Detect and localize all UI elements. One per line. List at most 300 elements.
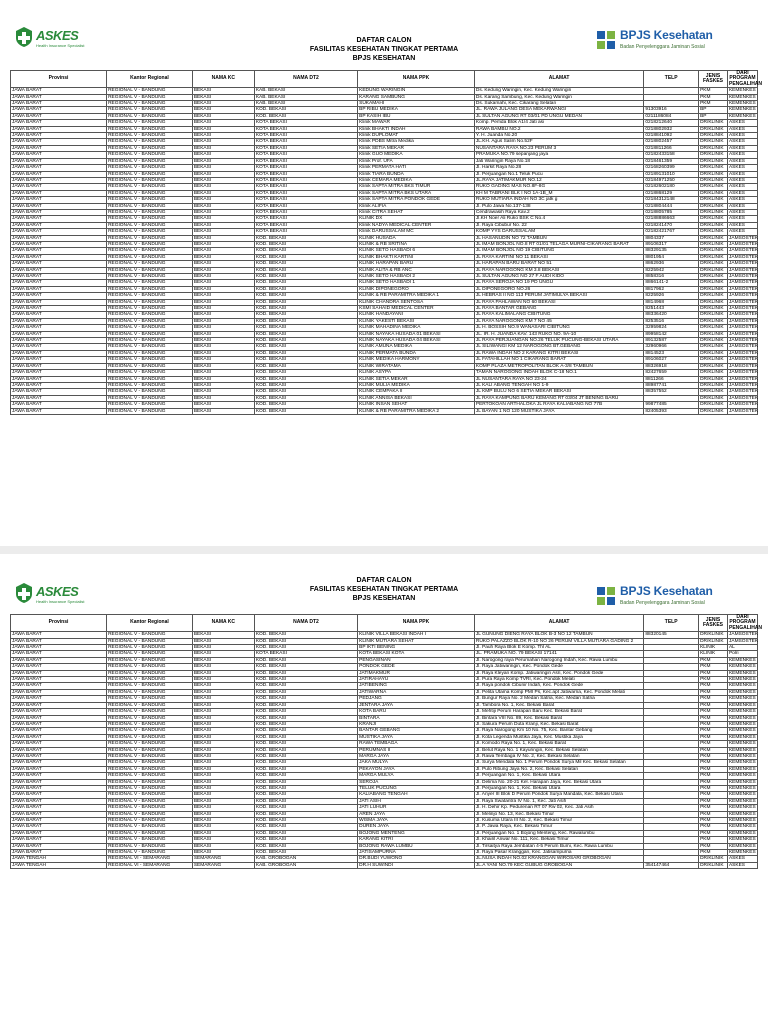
column-header: NAMA PPK (358, 71, 475, 88)
table-cell: REGIONAL V - BANDUNG (107, 88, 193, 94)
table-cell: JAMSOSTEK (728, 370, 759, 376)
table-cell: JATIBENING (358, 683, 475, 689)
table-cell: DR/KLINIK (699, 357, 728, 363)
table-cell: KEMENKES (728, 747, 756, 753)
table-cell: REGIONAL V - BANDUNG (107, 158, 193, 164)
table-cell: Jl. Sakura Perum Duta Kranji, Kec. Bekasi Barat (474, 721, 643, 727)
table-cell: Jl. Tirsaitya Raya Jembatan 4-5 Perum Bumi, Kec. Rawa Lumbu (474, 843, 643, 849)
table-cell: 8253516 (644, 318, 699, 324)
title-line: DAFTAR CALON (356, 37, 412, 44)
table-cell: KOD. BEKASI (254, 715, 357, 721)
table-cell: KOD. BEKASI (254, 402, 357, 408)
table-cell: PKM (699, 830, 728, 836)
table-cell: KOD. BEKASI (254, 274, 357, 280)
column-header: Provinsi (11, 615, 107, 632)
table-cell: PKM (699, 721, 728, 727)
title-line: BPJS KESEHATAN (352, 595, 416, 602)
table-row (11, 286, 758, 292)
table-cell: PKM (699, 779, 728, 785)
table-cell: BEKASI (192, 318, 254, 324)
table-cell: BEKASI (192, 638, 254, 644)
table-header-row (11, 71, 758, 88)
table-cell: KOD. BEKASI (254, 632, 357, 638)
table-cell: DR/KLINIK (699, 638, 728, 644)
table-cell: JL IMAM BONJOL NO.8 RT 01/01 TELAGA MURNI-CIKARANG BARAT (474, 241, 643, 247)
table-cell: AREN JAYA (358, 811, 475, 817)
table-cell: JAWA BARAT (11, 830, 107, 836)
table-cell: KEMENKES (728, 101, 756, 107)
table-cell: REGIONAL V - BANDUNG (107, 241, 193, 247)
table-cell: RAWA BAMBU NO.2 (474, 126, 643, 132)
table-cell: JATIRAHAYU (358, 677, 475, 683)
table-cell: KOD. BEKASI (254, 683, 357, 689)
table-cell: JAMSOSTEK (728, 261, 759, 267)
table-cell: JAWA BARAT (11, 318, 107, 324)
table-cell: REGIONAL V - BANDUNG (107, 408, 193, 414)
table-cell: KOD. BEKASI (254, 728, 357, 734)
table-cell: REGIONAL V - BANDUNG (107, 792, 193, 798)
table-cell: JAWA BARAT (11, 165, 107, 171)
table-cell: KLINIK SETO HASBADI 1 (358, 280, 475, 286)
table-cell: BEKASI (192, 357, 254, 363)
table-cell: KLINIK VILLA BEKASI INDAH I (358, 632, 475, 638)
table-cell: KOTA BARU (358, 709, 475, 715)
table-cell: BEKASI (192, 408, 254, 414)
column-header: Provinsi (11, 71, 107, 88)
table-cell: REGIONAL V - BANDUNG (107, 677, 193, 683)
table-cell: PKM (699, 670, 728, 676)
table-cell: DR/KLINIK (699, 120, 728, 126)
table-cell: JAWA BARAT (11, 645, 107, 651)
table-cell: 89106317 (644, 241, 699, 247)
table-cell: RUKO GADING MAS NO.8F-8G (474, 184, 643, 190)
table-cell: REGIONAL V - BANDUNG (107, 152, 193, 158)
table-cell: KOTA BEKASI (254, 126, 357, 132)
table-cell: JAWA BARAT (11, 402, 107, 408)
table-cell: KLINIK HANDAYANI (358, 312, 475, 318)
table-cell: KOD. BEKASI (254, 389, 357, 395)
table-cell: KH M TABRANI BLK I NO 1A-1B_M (474, 190, 643, 196)
table-cell: REGIONAL V - BANDUNG (107, 798, 193, 804)
table-cell: KEMENKES (728, 785, 756, 791)
table-cell: JAWA BARAT (11, 177, 107, 183)
table-cell: Klinik DUPLOMAT (358, 133, 475, 139)
table-cell: BEKASI (192, 299, 254, 305)
table-row (11, 235, 758, 241)
table-row (11, 184, 758, 190)
table-cell: Ds. Kedung Waringin, Kec. Kedung Waringin (474, 88, 643, 94)
table-cell: KEMENKES (728, 702, 756, 708)
table-cell: REGIONAL V - BANDUNG (107, 338, 193, 344)
table-row (11, 267, 758, 273)
table-cell: PRAMUKA NO.79 sepanjang jaya (474, 152, 643, 158)
table-cell: REGIONAL V - BANDUNG (107, 760, 193, 766)
table-cell: REGIONAL V - BANDUNG (107, 805, 193, 811)
table-cell: BEKASI (192, 850, 254, 856)
table-cell: PEDJANG (358, 696, 475, 702)
table-cell: DR/KLINIK (699, 254, 728, 260)
table-cell: BEKASI (192, 274, 254, 280)
table-cell: KOD. BEKASI (254, 843, 357, 849)
table-cell: REGIONAL V - BANDUNG (107, 402, 193, 408)
table-cell: REGIONAL V - BANDUNG (107, 363, 193, 369)
table-cell: PKM (699, 843, 728, 849)
table-cell: BEKASI (192, 107, 254, 113)
table-cell: BEKASI (192, 325, 254, 331)
table-row (11, 382, 758, 388)
table-cell: DR/KLINIK (699, 171, 728, 177)
table-cell: REGIONAL V - BANDUNG (107, 325, 193, 331)
table-cell: PENGASINAN (358, 657, 475, 663)
table-cell: REGIONAL V - BANDUNG (107, 843, 193, 849)
table-row (11, 408, 758, 414)
table-cell: KEMENKES (728, 818, 756, 823)
table-cell: DR/KLINIK (699, 338, 728, 344)
table-cell: Jl. Pelita Utama Komp PMI Ps, Kec.apt Jatiwarna, Kec. Pondok Melati (474, 689, 643, 695)
table-cell: JAWA BARAT (11, 382, 107, 388)
table-cell: KOD. BEKASI (254, 792, 357, 798)
table-cell: DR/KLINIK (699, 139, 728, 145)
table-cell: JL RAYA KARTINI NO 11 BEKASI (474, 254, 643, 260)
table-cell: KLINIK CHANDRA SENTOSA (358, 299, 475, 305)
table-cell: JAWA BARAT (11, 209, 107, 215)
table-cell: KLINIK YAKESTI BEKASI (358, 318, 475, 324)
table-cell: JAWA BARAT (11, 267, 107, 273)
table-cell: REGIONAL V - BANDUNG (107, 190, 193, 196)
table-cell: KOTA BEKASI (254, 152, 357, 158)
table-cell: JAMSOSTEK (728, 241, 759, 247)
table-cell: Polri (727, 651, 757, 657)
table-cell: Klinik GUO MEDIKA (358, 152, 475, 158)
table-cell: REGIONAL V - BANDUNG (107, 824, 193, 830)
table-cell: PONDOK GEDE (358, 664, 475, 670)
table-cell: KOD. BEKASI (254, 850, 357, 856)
table-cell: 91303916 (644, 107, 699, 113)
table-cell: Jl. Mehtiji Perum Harapan Baru Kec. Bekasi Barat (474, 709, 643, 715)
table-cell: MARGA MULYA (358, 773, 475, 779)
table-cell: Klinik Prof. UFA (358, 158, 475, 164)
table-cell: JAWA BARAT (11, 222, 107, 228)
table-cell: BEKASI (192, 158, 254, 164)
table-cell: JL GUNUNG DIENG RAYA BLOK B-3 NO 12 TAMBUN (474, 632, 643, 638)
table-cell: KLINIK (699, 651, 728, 657)
table-cell: DR/KLINIK (699, 267, 728, 273)
table-cell: KOTA BEKASI (254, 139, 357, 145)
table-cell: KEMENKES (728, 715, 756, 721)
table-cell: 99877485 (644, 402, 699, 408)
table-cell: BEKASI (192, 651, 254, 657)
table-cell: DR/KLINIK (699, 222, 728, 228)
table-cell: REGIONAL V - BANDUNG (107, 139, 193, 145)
table-cell: KEMENKES (728, 709, 756, 715)
table-cell: REGIONAL V - BANDUNG (107, 357, 193, 363)
table-cell: PKM (699, 657, 728, 663)
table-cell: JAWA BARAT (11, 145, 107, 151)
table-cell: JAWA BARAT (11, 709, 107, 715)
table-cell: JAMSOSTEK (728, 299, 759, 305)
table-cell: JL NUSANTARA RAYA NO 23-24 (474, 376, 643, 382)
table-cell: BEKASI (192, 709, 254, 715)
table-cell: KOTA BEKASI (254, 133, 357, 139)
table-cell: BEKASI (192, 734, 254, 740)
table-cell: KOD. BEKASI (254, 638, 357, 644)
table-cell: KEMENKES (728, 779, 756, 785)
table-cell: KOTA BEKASI KOTA (358, 651, 475, 657)
table-cell: BEKASI (192, 766, 254, 772)
table-cell: JL.NUSA INDAH NO.02 KRANGGAN WIROSARI GROBOGAN (474, 856, 643, 862)
table-cell: PKM (699, 715, 728, 721)
table-cell: KOD. BEKASI (254, 318, 357, 324)
table-cell: REGIONAL V - BANDUNG (107, 222, 193, 228)
table-cell: PKM (699, 702, 728, 708)
table-cell: JAWA BARAT (11, 190, 107, 196)
table-cell: ASKES (727, 197, 757, 203)
table-cell: PKM (699, 798, 728, 804)
table-cell: Klinik ALIFIA (358, 203, 475, 209)
table-cell: REGIONAL V - BANDUNG (107, 306, 193, 312)
table-cell: 32960966 (644, 344, 699, 350)
table-cell: JAWA BARAT (11, 184, 107, 190)
table-cell: BEKASI (192, 389, 254, 395)
table-cell: 88329135 (644, 248, 699, 254)
table-cell: ASKES (727, 165, 757, 171)
table-cell: DR/KLINIK (699, 216, 728, 222)
table-cell: DR/KLINIK (699, 293, 728, 299)
table-cell: KOD. BEKASI (254, 798, 357, 804)
table-cell: REGIONAL V - BANDUNG (107, 376, 193, 382)
table-cell: BEKASI (192, 286, 254, 292)
table-cell: REGIONAL V - BANDUNG (107, 126, 193, 132)
table-cell: DR/KLINIK (699, 402, 728, 408)
table-cell: DR/KLINIK (699, 325, 728, 331)
table-cell: Jl. Raya Cibubur No. 22 (474, 222, 643, 228)
table-cell: JAWA BARAT (11, 766, 107, 772)
table-cell: Klinik CITRA SEHAT (358, 209, 475, 215)
table-cell: BEKASI (192, 645, 254, 651)
table-row (11, 248, 758, 254)
table-cell: REGIONAL V - BANDUNG (107, 734, 193, 740)
table-cell: KOD. BEKASI (254, 357, 357, 363)
table-cell: BEKASI (192, 203, 254, 209)
table-cell: Jl. Raya Jatiwaringin, Kec. Pondok Gede (474, 664, 643, 670)
table-cell: DR/KLINIK (699, 306, 728, 312)
table-cell: Klinik BHAKTI INDAH (358, 126, 475, 132)
table-row (11, 139, 758, 145)
table-cell: 0218241470 (644, 222, 699, 228)
table-cell: KOD. BEKASI (254, 344, 357, 350)
table-cell: KLINIK & RB PARAMITRA MEDIKA 1 (358, 293, 475, 299)
table-header-row (11, 615, 758, 632)
table-cell: KLINIK BHAKTI KARTINI (358, 254, 475, 260)
table-cell: REGIONAL V - BANDUNG (107, 197, 193, 203)
table-cell: BEKASI (192, 94, 254, 100)
table-cell: 82405393 (644, 408, 699, 414)
table-row (11, 293, 758, 299)
table-row (11, 261, 758, 267)
column-header: TELP (644, 71, 699, 88)
table-cell: KOD. BEKASI (254, 818, 357, 824)
askes-logo-tagline: Health Insurance Specialist (36, 43, 85, 48)
column-header: DARI PROGRAM PENGALIHAN (728, 70, 763, 87)
table-cell: BEKASI (192, 190, 254, 196)
table-cell: REGIONAL V - BANDUNG (107, 785, 193, 791)
table-cell: JAMSOSTEK (728, 293, 759, 299)
table-cell: TAMAN NAROGONG INDAH BLOK C-18 NO.1 (474, 370, 643, 376)
table-cell: Jl. Komodo Raya No. 1, Kec. Bekasi Barat (474, 741, 643, 747)
table-cell: DR/KLINIK (699, 248, 728, 254)
table-row (11, 318, 758, 324)
table-cell: KOTA BEKASI (254, 145, 357, 151)
table-cell: PKM (699, 677, 728, 683)
table-cell: BEKASI (192, 785, 254, 791)
table-cell: KOD. BEKASI (254, 734, 357, 740)
table-cell: PKM (699, 683, 728, 689)
table-row (11, 152, 758, 158)
table-cell: BEKASI (192, 280, 254, 286)
table-cell: DR/KLINIK (699, 197, 728, 203)
table-cell: DR/KLINIK (699, 408, 728, 414)
table-cell: KEMENKES (728, 843, 756, 849)
table-cell: JATI LUHUR (358, 805, 475, 811)
table-cell: KEMENKES (728, 792, 756, 798)
table-cell: REGIONAL V - BANDUNG (107, 850, 193, 856)
table-cell: BEKASI (192, 805, 254, 811)
table-cell: JAWA TENGAH (11, 862, 107, 868)
table-cell: KOD. BEKASI (254, 306, 357, 312)
table-cell: BEKASI (192, 830, 254, 836)
column-header: JENIS FASKES (699, 71, 728, 88)
bpjs-logo-text: BPJS Kesehatan (620, 28, 713, 42)
table-cell: Jl. Melinjo No. 13, Kec. Bekasi Timur (474, 811, 643, 817)
table-row (11, 632, 758, 638)
table-cell: Komp. Pemda Blok A1/4 Jati asi (474, 120, 643, 126)
table-cell: MARGA JAYA (358, 753, 475, 759)
table-cell: REGIONAL V - BANDUNG (107, 203, 193, 209)
table-row (11, 171, 758, 177)
table-cell: BEKASI (192, 312, 254, 318)
table-cell: REGIONAL V - BANDUNG (107, 286, 193, 292)
table-cell: PKM (699, 760, 728, 766)
table-cell: REGIONAL V - BANDUNG (107, 382, 193, 388)
table-cell: REGIONAL V - BANDUNG (107, 721, 193, 727)
table-cell: ASKES (727, 209, 757, 215)
table-row (11, 203, 758, 209)
table-cell: 0211186084 (644, 113, 699, 119)
table-cell: KEMENKES (728, 721, 756, 727)
table-cell: DR/KLINIK (699, 190, 728, 196)
table-cell: DR/KLINIK (699, 158, 728, 164)
table-cell: REGIONAL V - BANDUNG (107, 830, 193, 836)
table-cell: Jl. Surya Mendala No. 1 Perum Pondok Surya Mil Kec. Bekasi Selatan (474, 760, 643, 766)
table-cell: REGIONAL V - BANDUNG (107, 145, 193, 151)
table-cell: BP (699, 113, 728, 119)
table-cell: KEMENKES (728, 670, 756, 676)
table-cell: BEKASI (192, 293, 254, 299)
table-cell: JL BAYAN 1 NO 120 MUSTIKA JAYA (474, 408, 643, 414)
table-cell: ASKES (727, 203, 757, 209)
column-header: Kantor Regional (107, 71, 193, 88)
table-row (11, 254, 758, 260)
table-cell: BEKASI (192, 235, 254, 241)
table-row (11, 402, 758, 408)
table-cell: KOD. BEKASI (254, 824, 357, 830)
table-cell: ASKES (727, 184, 757, 190)
table-cell: ASKES (727, 862, 757, 868)
table-cell: KAB. GROBOGAN (254, 862, 357, 868)
table-cell: WISMA JAYA (358, 818, 475, 824)
table-cell: KEMENKES (728, 683, 756, 689)
table-cell: NUSANTARA RAYA NO.23 PERUM 3 (474, 145, 643, 151)
table-cell: JAMSOSTEK (728, 325, 759, 331)
table-cell: KLINIK MAHADINA MEDIKA (358, 325, 475, 331)
table-row (11, 344, 758, 350)
table-cell: KOD. BEKASI (254, 363, 357, 369)
table-cell: KOD. BEKASI (254, 248, 357, 254)
table-cell: BEKASI (192, 395, 254, 401)
table-cell: JAWA BARAT (11, 229, 107, 235)
table-cell: KOD. BEKASI (254, 657, 357, 663)
table-cell: PKM (699, 689, 728, 695)
table-cell: 8801954 (644, 254, 699, 260)
table-cell: Klinik PERMATA HATI (358, 165, 475, 171)
table-cell: JAWA BARAT (11, 850, 107, 856)
table-cell: JAWA BARAT (11, 734, 107, 740)
column-header: NAMA KC (192, 71, 254, 88)
table-cell: DR/KLINIK (699, 632, 728, 638)
table-cell: AL (727, 645, 757, 651)
table-cell: DR/KLINIK (699, 344, 728, 350)
column-header: JENIS FASKES (699, 615, 728, 632)
table-cell: DR.H SUWINDI (358, 862, 475, 868)
table-cell: DR/KLINIK (699, 318, 728, 324)
table-cell: REGIONAL V - BANDUNG (107, 670, 193, 676)
table-row (11, 280, 758, 286)
table-cell: DR/KLINIK (699, 862, 728, 868)
table-cell: KLINIK (699, 645, 728, 651)
table-cell: REGIONAL V - BANDUNG (107, 229, 193, 235)
table-cell: Jl. Kusuma Utara III No. 2, Kec. Bekasi Timur (474, 818, 643, 824)
table-cell: JAWA BARAT (11, 306, 107, 312)
table-cell: JAWA BARAT (11, 664, 107, 670)
table-cell: REGIONAL V - BANDUNG (107, 133, 193, 139)
table-cell: REGIONAL V - BANDUNG (107, 261, 193, 267)
table-cell: 02182433158 (644, 152, 699, 158)
table-cell: PERTOKOAN ARTHALOKA JL RAYA KALIABANG NO 77B (474, 402, 643, 408)
table-row (11, 241, 758, 247)
table-cell: 8866141-2 (644, 280, 699, 286)
table-cell: 02189131010 (644, 171, 699, 177)
column-header: NAMA KC (192, 615, 254, 632)
table-cell: ASKES (727, 222, 757, 228)
table-row (11, 363, 758, 369)
table-cell: Klinik TIARA BUNDA (358, 171, 475, 177)
table-cell: REGIONAL V - BANDUNG (107, 248, 193, 254)
table-cell: BEKASI (192, 753, 254, 759)
table-cell: JL RAYA KAMPUNG BARU KEMANG RT 03/04 JT BENING BARU (474, 395, 643, 401)
table-cell: KOD. BEKASI (254, 779, 357, 785)
table-cell: JAMSOSTEK (728, 274, 759, 279)
table-cell: KLINIK DIPONEGORO (358, 286, 475, 292)
table-cell: REGIONAL V - BANDUNG (107, 696, 193, 702)
table-cell: KEMENKES (728, 88, 756, 94)
table-cell: Jl. Pauh Raya Blok E Komp. Thl AL (474, 645, 643, 651)
table-cell: KOD. BEKASI (254, 689, 357, 695)
table-cell: REGIONAL VI - SEMARANG (107, 862, 193, 868)
table-cell: KLINIK CEMPAKA II (358, 389, 475, 395)
table-cell: KOD. BEKASI (254, 312, 357, 318)
askes-logo-text: ASKES (36, 28, 79, 43)
table-cell: REGIONAL V - BANDUNG (107, 312, 193, 318)
